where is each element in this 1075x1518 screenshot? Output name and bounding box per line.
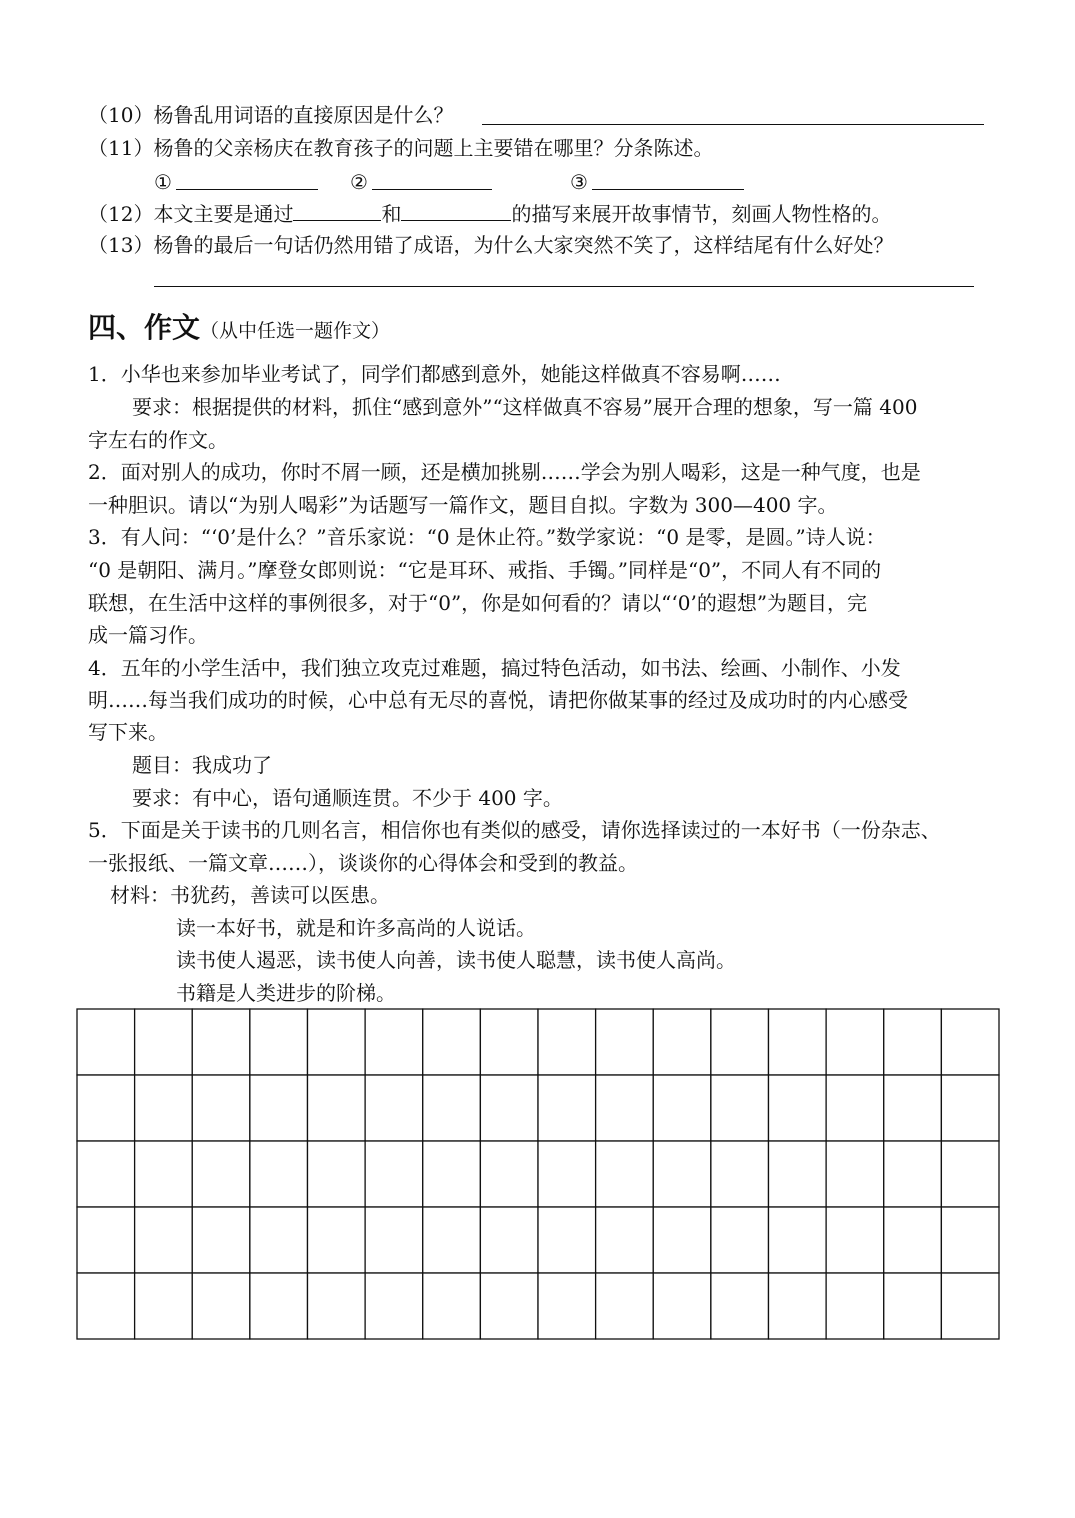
grid-cell[interactable] [711, 1273, 769, 1339]
grid-cell[interactable] [250, 1009, 308, 1075]
topic-5-material-4: 书籍是人类进步的阶梯。 [176, 981, 396, 1005]
grid-cell[interactable] [365, 1009, 423, 1075]
topic-5-line-2: 一张报纸、一篇文章……），谈谈你的心得体会和受到的教益。 [88, 851, 638, 875]
grid-cell[interactable] [826, 1207, 884, 1273]
topic-3-line-2: “0 是朝阳、满月。”摩登女郎则说：“它是耳环、戒指、手镯。”同样是“0”，不同人有不同的 [88, 558, 882, 582]
answer-blank-12-2[interactable] [401, 200, 511, 221]
grid-cell[interactable] [596, 1141, 654, 1207]
grid-cell[interactable] [769, 1075, 827, 1141]
grid-cell[interactable] [135, 1075, 193, 1141]
question-text-b: 和 [381, 202, 402, 226]
grid-cell[interactable] [135, 1273, 193, 1339]
grid-cell[interactable] [135, 1141, 193, 1207]
grid-cell[interactable] [711, 1009, 769, 1075]
grid-cell[interactable] [538, 1207, 596, 1273]
grid-cell[interactable] [941, 1009, 999, 1075]
answer-mark-1: ① [154, 170, 172, 194]
section-heading [88, 310, 390, 349]
grid-cell[interactable] [77, 1075, 135, 1141]
grid-cell[interactable] [192, 1009, 250, 1075]
question-text: 杨鲁的最后一句话仍然用错了成语，为什么大家突然不笑了，这样结尾有什么好处？ [153, 233, 894, 257]
grid-cell[interactable] [365, 1207, 423, 1273]
grid-cell[interactable] [769, 1141, 827, 1207]
grid-cell[interactable] [250, 1141, 308, 1207]
grid-cell[interactable] [711, 1207, 769, 1273]
answer-mark-3: ③ [570, 170, 588, 194]
grid-cell[interactable] [192, 1207, 250, 1273]
grid-cell[interactable] [538, 1273, 596, 1339]
section-title: 四、作文 [88, 311, 201, 344]
answer-blank-11-2[interactable] [372, 189, 492, 190]
question-number: （11） [88, 136, 154, 160]
grid-cell[interactable] [653, 1009, 711, 1075]
question-10 [88, 102, 453, 128]
grid-cell[interactable] [653, 1207, 711, 1273]
answer-blank-11-3[interactable] [592, 189, 744, 190]
question-11 [88, 135, 713, 161]
grid-cell[interactable] [423, 1141, 481, 1207]
grid-cell[interactable] [653, 1273, 711, 1339]
grid-cell[interactable] [480, 1009, 538, 1075]
grid-cell[interactable] [77, 1273, 135, 1339]
topic-1-requirement: 要求：根据提供的材料，抓住“感到意外”“这样做真不容易”展开合理的想象，写一篇 400 [132, 395, 918, 419]
grid-cell[interactable] [250, 1075, 308, 1141]
grid-cell[interactable] [884, 1009, 942, 1075]
topic-5-material-2: 读一本好书，就是和许多高尚的人说话。 [176, 916, 536, 940]
grid-cell[interactable] [941, 1141, 999, 1207]
grid-cell[interactable] [826, 1141, 884, 1207]
grid-cell[interactable] [480, 1207, 538, 1273]
grid-cell[interactable] [308, 1141, 366, 1207]
grid-cell[interactable] [653, 1141, 711, 1207]
grid-cell[interactable] [135, 1009, 193, 1075]
grid-cell[interactable] [826, 1273, 884, 1339]
grid-cell[interactable] [365, 1273, 423, 1339]
topic-1-line-1: 1．小华也来参加毕业考试了，同学们都感到意外，她能这样做真不容易啊…… [88, 362, 781, 386]
grid-cell[interactable] [769, 1273, 827, 1339]
grid-cell[interactable] [884, 1141, 942, 1207]
question-text-a: 本文主要是通过 [153, 202, 294, 226]
grid-cell[interactable] [596, 1075, 654, 1141]
writing-grid[interactable] [76, 1008, 1000, 1340]
grid-cell[interactable] [480, 1141, 538, 1207]
grid-cell[interactable] [538, 1075, 596, 1141]
topic-1-line-3: 字左右的作文。 [88, 428, 228, 452]
grid-cell[interactable] [423, 1273, 481, 1339]
topic-3-line-4: 成一篇习作。 [88, 623, 208, 647]
grid-cell[interactable] [423, 1009, 481, 1075]
topic-4-requirement: 要求：有中心，语句通顺连贯。不少于 400 字。 [132, 786, 563, 810]
answer-blank-11-1[interactable] [176, 189, 318, 190]
question-12 [88, 200, 891, 227]
grid-cell[interactable] [596, 1009, 654, 1075]
topic-4-line-2: 明……每当我们成功的时候，心中总有无尽的喜悦，请把你做某事的经过及成功时的内心感受 [88, 688, 908, 712]
grid-cell[interactable] [192, 1075, 250, 1141]
topic-5-line-1: 5．下面是关于读书的几则名言，相信你也有类似的感受，请你选择读过的一本好书（一份杂志、 [88, 818, 941, 842]
question-13 [88, 232, 893, 258]
topic-4-line-3: 写下来。 [88, 720, 168, 744]
grid-cell[interactable] [308, 1009, 366, 1075]
grid-cell[interactable] [653, 1075, 711, 1141]
grid-cell[interactable] [192, 1141, 250, 1207]
grid-cell[interactable] [826, 1075, 884, 1141]
grid-cell[interactable] [941, 1273, 999, 1339]
grid-cell[interactable] [365, 1141, 423, 1207]
topic-4-line-1: 4．五年的小学生活中，我们独立攻克过难题，搞过特色活动，如书法、绘画、小制作、小发 [88, 656, 901, 680]
grid-cell[interactable] [711, 1075, 769, 1141]
grid-cell[interactable] [596, 1273, 654, 1339]
grid-cell[interactable] [596, 1207, 654, 1273]
topic-4-title: 题目：我成功了 [132, 753, 272, 777]
grid-cell[interactable] [941, 1207, 999, 1273]
grid-cell[interactable] [884, 1207, 942, 1273]
question-number: （10） [88, 103, 154, 127]
grid-cell[interactable] [77, 1207, 135, 1273]
grid-cell[interactable] [77, 1141, 135, 1207]
grid-cell[interactable] [308, 1075, 366, 1141]
grid-cell[interactable] [941, 1075, 999, 1141]
question-text-c: 的描写来展开故事情节，刻画人物性格的。 [511, 202, 892, 226]
grid-cell[interactable] [769, 1207, 827, 1273]
grid-cell[interactable] [135, 1207, 193, 1273]
grid-cell[interactable] [480, 1075, 538, 1141]
grid-cell[interactable] [423, 1207, 481, 1273]
grid-cell[interactable] [365, 1075, 423, 1141]
section-subtitle: （从中任选一题作文） [200, 320, 391, 342]
grid-cell[interactable] [192, 1273, 250, 1339]
topic-5-material-3: 读书使人遏恶，读书使人向善，读书使人聪慧，读书使人高尚。 [176, 948, 736, 972]
question-number: （12） [88, 202, 154, 226]
grid-cell[interactable] [250, 1273, 308, 1339]
answer-mark-2: ② [350, 170, 368, 194]
grid-cell[interactable] [826, 1009, 884, 1075]
topic-2-line-2: 一种胆识。请以“为别人喝彩”为话题写一篇作文，题目自拟。字数为 300—400 字。 [88, 493, 838, 517]
grid-cell[interactable] [77, 1009, 135, 1075]
grid-cell[interactable] [538, 1009, 596, 1075]
question-number: （13） [88, 233, 154, 257]
grid-cell[interactable] [884, 1273, 942, 1339]
answer-blank-10[interactable] [482, 124, 984, 125]
grid-cell[interactable] [250, 1207, 308, 1273]
grid-cell[interactable] [711, 1141, 769, 1207]
topic-2-line-1: 2．面对别人的成功，你时不屑一顾，还是横加挑剔……学会为别人喝彩，这是一种气度，也是 [88, 460, 921, 484]
grid-cell[interactable] [423, 1075, 481, 1141]
grid-cell[interactable] [480, 1273, 538, 1339]
grid-cell[interactable] [308, 1273, 366, 1339]
grid-cell[interactable] [769, 1009, 827, 1075]
answer-blank-13[interactable] [154, 286, 974, 287]
question-text: 杨鲁乱用词语的直接原因是什么？ [153, 103, 454, 127]
question-text: 杨鲁的父亲杨庆在教育孩子的问题上主要错在哪里？分条陈述。 [153, 136, 714, 160]
grid-cell[interactable] [308, 1207, 366, 1273]
grid-cell[interactable] [538, 1141, 596, 1207]
topic-5-material-1: 材料：书犹药，善读可以医患。 [110, 883, 390, 907]
topic-3-line-1: 3．有人问：“‘0’是什么？”音乐家说：“0 是休止符。”数学家说：“0 是零，是圆。”诗人说： [88, 525, 886, 549]
topic-3-line-3: 联想，在生活中这样的事例很多，对于“0”，你是如何看的？请以“‘0’的遐想”为题目，完 [88, 591, 868, 615]
answer-blank-12-1[interactable] [293, 200, 381, 221]
grid-cell[interactable] [884, 1075, 942, 1141]
